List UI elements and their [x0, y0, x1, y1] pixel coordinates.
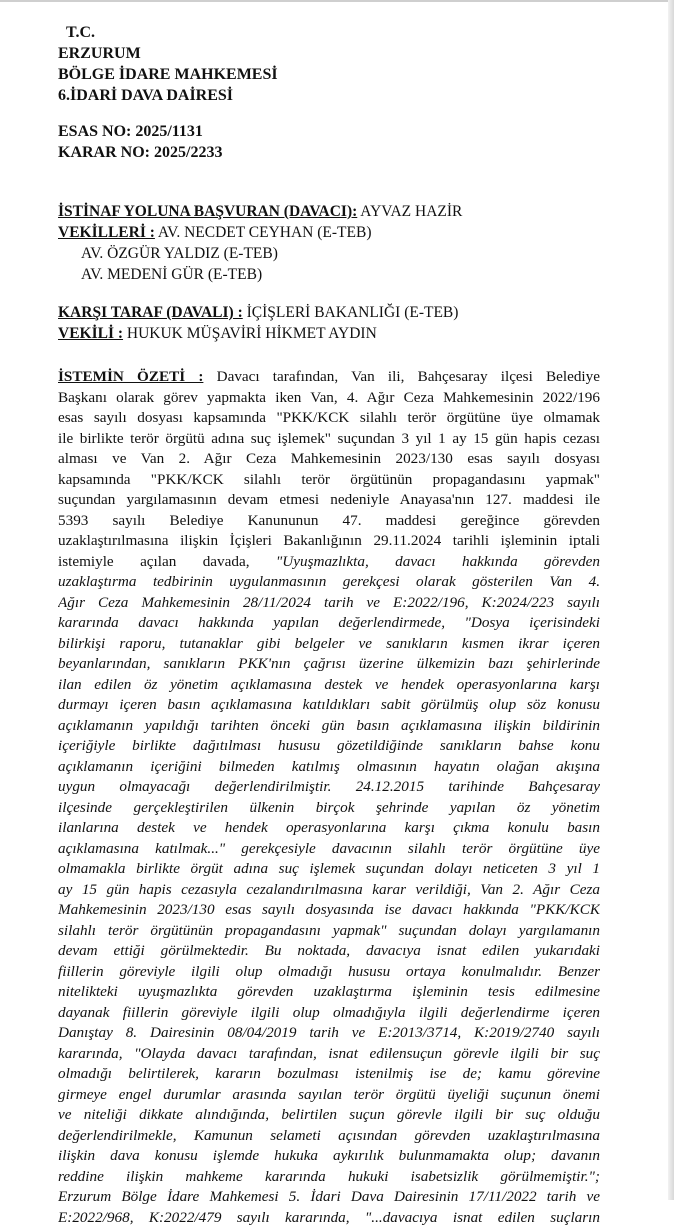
- summary-line: [58, 982, 600, 1003]
- summary-line: [58, 859, 600, 880]
- summary-quote-text: olmadığı belirtilerek, kararın bozulması istenilmiş ise de; kamu görevine: [58, 1065, 600, 1082]
- respondent-label: KARŞI TARAF (DAVALI) :: [58, 304, 243, 321]
- summary-line: [58, 1085, 600, 1106]
- respondent-line: [58, 302, 458, 323]
- summary-quote-text: reddine ilişkin mahkeme kararında hukuki isabetsizlik görülmemiştir.";: [58, 1168, 600, 1185]
- summary-quote-text: olmamakla birlikte örgüt adına suç işlemek suçundan dolayı neticeten 3 yıl 1: [58, 860, 600, 877]
- respondent-value: İÇİŞLERİ BAKANLIĞI (E-TEB): [243, 304, 459, 321]
- summary-quote-text: içeriğiyle birlikte dağıtılması hususu gözetildiğinde sanıkların bahse konu: [58, 737, 600, 754]
- respondent-counsel-line: [58, 323, 458, 344]
- summary-line: [58, 654, 600, 675]
- counsel-label: VEKİLLERİ :: [58, 224, 155, 241]
- summary-quote-text: uygun olmayacağı değerlendirilmiştir. 24.12.2015 tarihinde Bahçesaray: [58, 778, 600, 795]
- summary-line: [58, 675, 600, 696]
- summary-line: [58, 1003, 600, 1024]
- summary-text: suçundan yargılamasının devam etmesi nedeniyle Anayasa'nın 127. maddesi ile: [58, 491, 600, 508]
- summary-line: [58, 531, 600, 552]
- summary-quote-text: bilirkişi raporu, tutanaklar gibi belgeler ve sanıkların kısmen ikrar içeren: [58, 635, 600, 652]
- summary-line: [58, 839, 600, 860]
- summary-quote-text: durmayı içeren basın açıklamasına katıldıkları sabit görülmüş olup söz konusu: [58, 696, 600, 713]
- summary-quote-text: girmeye engel durumlar arasında sayılan terör örgütü üyeliği suçunun önemi: [58, 1086, 600, 1103]
- summary-quote-text: "Uyuşmazlıkta, davacı hakkında görevden: [276, 553, 600, 570]
- summary-line: [58, 1146, 600, 1167]
- summary-quote-text: silahlı terör örgütünün propagandasını yapmak" suçundan dolayı yargılamanın: [58, 922, 600, 939]
- summary-line: [58, 408, 600, 429]
- summary-line: [58, 593, 600, 614]
- summary-quote-text: kararında, "Olayda davacı tarafından, isnat edilensuçun görevle ilgili bir suç: [58, 1045, 600, 1062]
- summary-line: [58, 818, 600, 839]
- summary-line: [58, 695, 600, 716]
- summary-line: [58, 1064, 600, 1085]
- summary-quote-text: Erzurum Bölge İdare Mahkemesi 5. İdari Dava Dairesinin 17/11/2022 tarih ve: [58, 1188, 600, 1205]
- header-tc: T.C.: [58, 22, 278, 43]
- summary-quote-text: ve niteliği dikkate alındığında, belirtilen suçun görevle ilgili bir suç olduğu: [58, 1106, 600, 1123]
- counsel-2: AV. ÖZGÜR YALDIZ (E-TEB): [58, 243, 462, 264]
- summary-text: 5393 sayılı Belediye Kanununun 47. maddesi gereğince görevden: [58, 512, 600, 529]
- summary-quote-text: ilanlarına destek ve hendek operasyonlarına karşı çıkma konulu basın: [58, 819, 600, 836]
- summary-line: [58, 962, 600, 983]
- summary-line: [58, 716, 600, 737]
- summary-text: istemiyle açılan davada,: [58, 553, 276, 570]
- appellant-line: [58, 201, 462, 222]
- summary-line: [58, 511, 600, 532]
- summary-label: İSTEMİN ÖZETİ :: [58, 368, 203, 385]
- summary-text: alması ve Van 2. Ağır Ceza Mahkemesinin 2023/130 esas sayılı dosyası: [58, 450, 600, 467]
- summary-line: [58, 572, 600, 593]
- appellant-value: AYVAZ HAZİR: [357, 203, 462, 220]
- respondent-counsel-value: HUKUK MÜŞAVİRİ HİKMET AYDIN: [123, 325, 377, 342]
- summary-text: Başkanı olarak görev yapmakta iken Van, 4. Ağır Ceza Mahkemesinin 2022/196: [58, 389, 600, 406]
- summary-quote-text: açıklamasına katılmak..." gerekçesiyle davacının silahlı terör örgütüne üye: [58, 840, 600, 857]
- summary-line: [58, 1105, 600, 1126]
- summary-text: esas sayılı dosyası kapsamında "PKK/KCK silahlı terör örgütüne üye olmamak: [58, 409, 600, 426]
- summary-line: [58, 880, 600, 901]
- summary-line: [58, 634, 600, 655]
- summary-line: [58, 449, 600, 470]
- summary-quote-text: fiillerin göreviyle ilgili olup olmadığı hususu ortaya konulmalıdır. Benzer: [58, 963, 600, 980]
- summary-quote-text: nitelikteki uyuşmazlıkta görevden uzaklaştırma işleminin tesis edilmesine: [58, 983, 600, 1000]
- summary-text: ile birlikte terör örgütü adına suç işlemek" suçundan 3 yıl 1 ay 15 gün hapis cezası: [58, 430, 600, 447]
- page-top-edge: [0, 0, 674, 2]
- summary-quote-text: Mahkemesinin 2023/130 esas sayılı dosyasında ise davacı hakkında "PKK/KCK: [58, 901, 600, 918]
- summary-line: [58, 1023, 600, 1044]
- case-numbers: [58, 121, 222, 163]
- court-header: [58, 22, 278, 106]
- summary-line: [58, 736, 600, 757]
- summary-quote-text: ilan edilen öz yönetim açıklamasına destek ve hendek operasyonlarına karşı: [58, 676, 600, 693]
- summary-quote-text: açıklamanın yapıldığı tarihten önceki gün basın açıklamasına ilişkin bildirinin: [58, 717, 600, 734]
- appellant-label: İSTİNAF YOLUNA BAŞVURAN (DAVACI):: [58, 203, 357, 220]
- summary-line: [58, 1208, 600, 1228]
- respondent-counsel-label: VEKİLİ :: [58, 325, 123, 342]
- counsel-line: [58, 222, 462, 243]
- summary-line: [58, 367, 600, 388]
- summary-quote-text: ay 15 gün hapis cezasıyla cezalandırılmasına karar verildiği, Van 2. Ağır Ceza: [58, 881, 600, 898]
- summary-line: [58, 1187, 600, 1208]
- summary-quote-text: Danıştay 8. Dairesinin 08/04/2019 tarih ve E:2013/3714, K:2019/2740 sayılı: [58, 1024, 600, 1041]
- karar-number: KARAR NO: 2025/2233: [58, 142, 222, 163]
- header-court: BÖLGE İDARE MAHKEMESİ: [58, 64, 278, 85]
- summary-line: [58, 552, 600, 573]
- summary-quote-text: dayanak fiillerin göreviyle ilgili olup olmadığıyla ilgili değerlendirme içeren: [58, 1004, 600, 1021]
- summary-text: kapsamında "PKK/KCK silahlı terör örgütünün propagandasını yapmak": [58, 471, 600, 488]
- summary-line: [58, 429, 600, 450]
- counsel-3: AV. MEDENİ GÜR (E-TEB): [58, 264, 462, 285]
- page-right-edge: [668, 0, 674, 1200]
- summary-line: [58, 490, 600, 511]
- summary-line: [58, 1044, 600, 1065]
- summary-line: [58, 470, 600, 491]
- summary-line: [58, 388, 600, 409]
- summary-quote-text: E:2022/968, K:2022/479 sayılı kararında, "...davacıya isnat edilen suçların: [58, 1209, 600, 1226]
- summary-line: [58, 777, 600, 798]
- summary-quote-text: Ağır Ceza Mahkemesinin 28/11/2024 tarih ve E:2022/196, K:2024/223 sayılı: [58, 594, 600, 611]
- summary-quote-text: ilişkin dava konusu işlemde hukuka aykırılık bulunmamakta olup; davanın: [58, 1147, 600, 1164]
- summary-line: [58, 757, 600, 778]
- summary-quote-text: beyanlarından, sanıkların PKK'nın çağrısı üzerine ülkemizin bazı şehirlerinde: [58, 655, 600, 672]
- summary-text: Davacı tarafından, Van ili, Bahçesaray ilçesi Belediye: [203, 368, 600, 385]
- summary-quote-text: ilçesinde gerçekleştirilen ülkenin birçok şehrinde yapılan öz yönetim: [58, 799, 600, 816]
- summary-text: uzaklaştırılmasına ilişkin İçişleri Bakanlığının 29.11.2024 tarihli işleminin iptali: [58, 532, 600, 549]
- summary-quote-text: devam ettiği görülmektedir. Bu noktada, davacıya isnat edilen yukarıdaki: [58, 942, 600, 959]
- summary-quote-text: açıklamanın içeriğini bilmeden katılmış olmasının hayatın olağan akışına: [58, 758, 600, 775]
- appellant-block: [58, 201, 462, 285]
- summary-body: [58, 367, 600, 1228]
- summary-line: [58, 798, 600, 819]
- header-city: ERZURUM: [58, 43, 278, 64]
- summary-line: [58, 1126, 600, 1147]
- summary-quote-text: kararında davacı hakkında yapılan değerlendirmede, "Dosya içerisindeki: [58, 614, 600, 631]
- respondent-block: [58, 302, 458, 344]
- summary-line: [58, 921, 600, 942]
- summary-line: [58, 941, 600, 962]
- summary-quote-text: uzaklaştırma tedbirinin uygulanmasının gerekçesi olarak gösterilen Van 4.: [58, 573, 600, 590]
- summary-line: [58, 613, 600, 634]
- esas-number: ESAS NO: 2025/1131: [58, 121, 222, 142]
- summary-quote-text: değerlendirilmekle, Kamunun selameti açısından görevden uzaklaştırılmasına: [58, 1127, 600, 1144]
- summary-line: [58, 1167, 600, 1188]
- header-chamber: 6.İDARİ DAVA DAİRESİ: [58, 85, 278, 106]
- summary-line: [58, 900, 600, 921]
- counsel-1: AV. NECDET CEYHAN (E-TEB): [155, 224, 372, 241]
